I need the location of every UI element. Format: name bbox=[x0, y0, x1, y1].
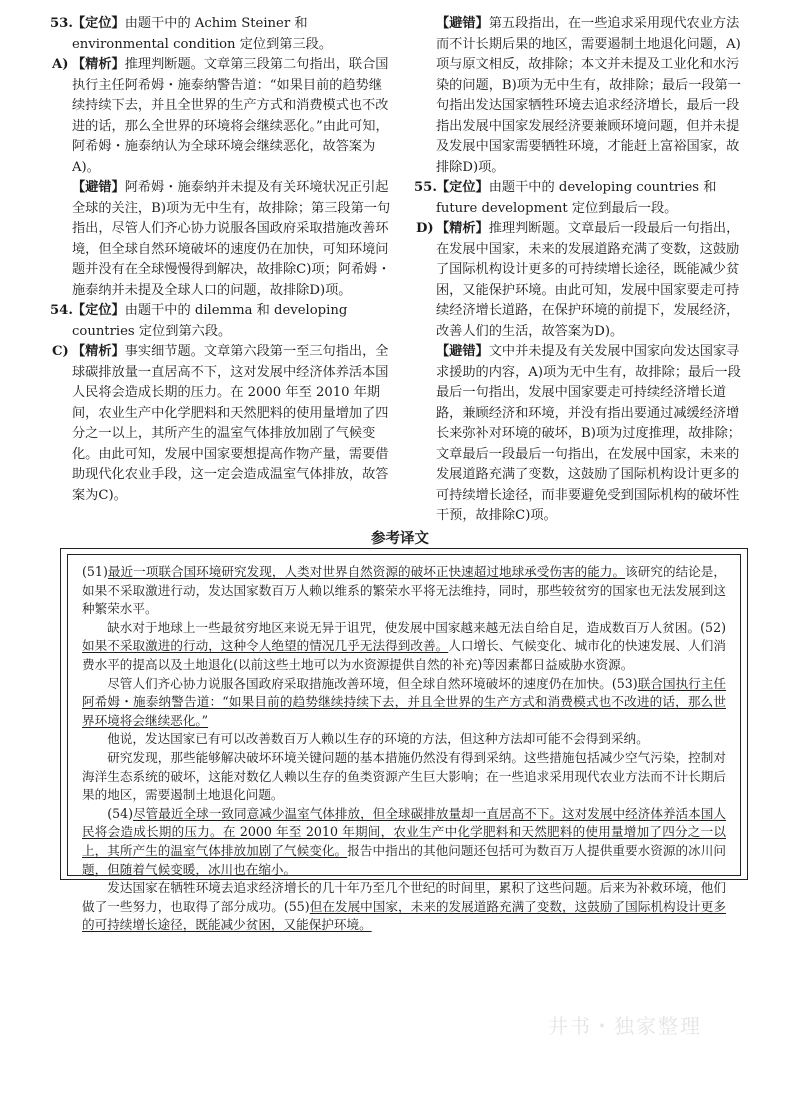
paragraph-text: 缺水对于地球上一些最贫穷地区来说无异于诅咒，使发展中国家越来越无法自给自足，造成数百万人贫困。 bbox=[107, 619, 701, 635]
avoid-text: 阿希姆・施泰纳并未提及有关环境状况正引起全球的关注，B)项为无中生有，故排除；第三段第一句指出，尽管人们齐心协力说服各国政府采取措施改善环境，但全球自然环境破坏的速度仍在加快，可知环境问题并没有在全球慢慢得到解决，故排除C)项；阿希姆・施泰纳并未提及全球人口的问题，故排除D)项。 bbox=[72, 180, 391, 298]
underlined-sentence: 如果不采取激进的行动，这种令人绝望的情况几乎无法得到改善。 bbox=[82, 638, 449, 654]
avoid-tag: 【避错】 bbox=[72, 180, 125, 195]
analysis-tag: 【精析】 bbox=[436, 221, 489, 236]
avoid-text: 文中并未提及有关发展中国家向发达国家寻求援助的内容，A)项为无中生有，故排除；最后一段最后一句指出，发展中国家要走可持续经济增长道路，兼顾经济和环境，并没有指出要通过减缓经济增长来弥补对环境的破坏，B)项为过度推理，故排除；文章最后一段最后一句指出，在发展中国家，未来的发展道路充满了变数，这鼓励了国际机构设计更多的可持续增长途径，而非要避免受到国际机构的破坏性干预，故排除C)项。 bbox=[436, 344, 741, 523]
locate-text: 由题干中的 developing countries 和 future development 定位到最后一段。 bbox=[436, 180, 717, 216]
paragraph-text: 发达国家在牺牲环境去追求经济增长的几十年乃至几个世纪的时间里，累积了这些问题。后来为补救环境，他们做了一些努力，也取得了部分成功。 bbox=[82, 880, 726, 914]
translation-paragraph bbox=[82, 730, 726, 749]
question-number: 54. bbox=[50, 303, 73, 318]
question-number: 53. bbox=[50, 16, 73, 31]
sentence-number: (51) bbox=[82, 564, 108, 579]
paragraph-text: 研究发现，那些能够解决破坏环境关键问题的基本措施仍然没有得到采纳。这些措施包括减少空气污染，控制对海洋生态系统的破坏，这能对数亿人赖以生存的鱼类资源产生巨大影响；在一些追求采用现代农业方法而不计长期后果的地区，需要遏制土地退化问题。 bbox=[82, 749, 726, 803]
left-column bbox=[52, 14, 392, 506]
underlined-sentence: 最近一项联合国环境研究发现，人类对世界自然资源的破坏正快速超过地球承受伤害的能力。 bbox=[107, 564, 626, 579]
paragraph-text: 他说，发达国家已有可以改善数百万人赖以生存的环境的方法，但这种方法却可能不会得到采纳。 bbox=[107, 731, 649, 747]
analysis-text: 推理判断题。文章最后一段最后一句指出，在发展中国家，未来的发展道路充满了变数，这鼓励了国际机构设计更多的可持续增长途径，既能减少贫困，又能保护环境。由此可知，发展中国家要走可持续经济增长道路，在保护环境的前提下，发展经济，改善人们的生活，故答案为D)。 bbox=[436, 221, 740, 339]
answer-option: D) bbox=[416, 221, 434, 236]
paragraph-text: 人口增长、气候变化、城市化的快速发展、人们消费水平的提高以及土地退化(以前这些土地可以为水资源提供自然的补充)等因素都日益威胁水资源。 bbox=[82, 638, 727, 672]
sentence-number: (55) bbox=[283, 898, 310, 914]
locate-tag: 【定位】 bbox=[72, 303, 125, 318]
analysis-text: 事实细节题。文章第六段第一至三句指出，全球碳排放量一直居高不下，这对发展中经济体养活本国人民将会造成长期的压力。在 2000 年至 2010 年期间，农业生产中化学肥料和天然肥料的使用量增加了四分之一以上，其所产生的温室气体排放加剧了气候变化。由此可知，发展中国家要想提高作物产量，需要借助现代化农业手段，这一定会造成温室气体排放，故答案为C)。 bbox=[72, 344, 389, 503]
underlined-sentence: 在 2000 年至 2010 年期间，农业生产中化学肥料和天然肥料的使用量增加了四分之一以上，其所产生的温室气体排放加剧了气候变化。 bbox=[82, 824, 727, 858]
underlined-sentence: 尽管最近全球一致同意减少温室气体排放，但全球碳排放量却一直居高不下。这对发展中经济体养活本国人民将会造成长期的压力。 bbox=[82, 805, 726, 840]
question-55-analysis bbox=[416, 219, 752, 342]
translation-box bbox=[67, 554, 741, 933]
sentence-number: (52) bbox=[700, 619, 726, 635]
right-column bbox=[416, 14, 752, 527]
watermark: 井书・独家整理 bbox=[548, 1014, 702, 1038]
underlined-sentence: 但在发展中国家，未来的发展道路充满了变数，这鼓励了国际机构设计更多的可持续增长途径，既能减少贫困，又能保护环境。 bbox=[82, 898, 727, 933]
question-number: 55. bbox=[414, 180, 437, 195]
question-53-locate bbox=[52, 14, 392, 55]
locate-tag: 【定位】 bbox=[72, 16, 125, 31]
sentence-number: (53) bbox=[611, 675, 638, 691]
translation-paragraph bbox=[82, 805, 726, 879]
question-53-avoid bbox=[52, 178, 392, 301]
avoid-text: 第五段指出，在一些追求采用现代农业方法而不计长期后果的地区，需要遏制土地退化问题，A)项与原文相反，故排除；本文并未提及工业化和水污染的问题，B)项为无中生有，故排除；最后一段第一句指出发达国家牺牲环境去追求经济增长，最后一段指出发展中国家发展经济要兼顾环境问题，但并未提及发展中国家需要牺牲环境，才能赶上富裕国家，故排除D)项。 bbox=[436, 16, 741, 175]
paragraph-text: 尽管人们齐心协力说服各国政府采取措施改善环境，但全球自然环境破坏的速度仍在加快。 bbox=[107, 675, 612, 691]
question-54-locate bbox=[52, 301, 392, 342]
question-55-avoid bbox=[416, 342, 752, 527]
section-title: 参考译文 bbox=[371, 530, 429, 547]
analysis-tag: 【精析】 bbox=[72, 344, 125, 359]
avoid-tag: 【避错】 bbox=[436, 344, 489, 359]
sentence-number: (54) bbox=[107, 805, 134, 821]
paragraph-text: 报告中指出的其他问题还包括可为数百万人提供重要水资源的冰川问题，但随着气候变暖，冰川也在缩小。 bbox=[82, 842, 727, 877]
translation-paragraph bbox=[82, 563, 726, 619]
answer-option: C) bbox=[52, 344, 69, 359]
locate-text: 由题干中的 dilemma 和 developing countries 定位到第六段。 bbox=[72, 303, 348, 339]
translation-paragraph bbox=[82, 749, 726, 805]
translation-paragraph bbox=[82, 879, 726, 935]
locate-text: 由题干中的 Achim Steiner 和 environmental condition 定位到第三段。 bbox=[72, 16, 333, 52]
paragraph-text: 该研究的结论是，如果不采取激进行动，发达国家数百万人赖以维系的繁荣水平将无法维持，同时，那些较贫穷的国家也无法发展到这种繁荣水平。 bbox=[82, 564, 727, 617]
question-54-analysis bbox=[52, 342, 392, 506]
locate-tag: 【定位】 bbox=[436, 180, 489, 195]
translation-paragraph bbox=[82, 619, 726, 675]
analysis-text: 推理判断题。文章第三段第二句指出，联合国执行主任阿希姆・施泰纳警告道：“如果目前的趋势继续持续下去，并且全世界的生产方式和消费模式也不改进的话，那么全世界的环境将会继续恶化。”由此可知，阿希姆・施泰纳认为全球环境会继续恶化，故答案为A)。 bbox=[72, 57, 389, 175]
translation-paragraph bbox=[82, 675, 726, 731]
question-53-analysis bbox=[52, 55, 392, 178]
question-54-avoid bbox=[416, 14, 752, 178]
analysis-tag: 【精析】 bbox=[72, 57, 125, 72]
answer-option: A) bbox=[52, 57, 69, 72]
underlined-sentence: 联合国执行主任阿希姆・施泰纳警告道：“如果目前的趋势继续持续下去，并且全世界的生产方式和消费模式也不改进的话，那么世界环境将会继续恶化。” bbox=[82, 675, 727, 728]
avoid-tag: 【避错】 bbox=[436, 16, 489, 31]
question-55-locate bbox=[416, 178, 752, 219]
